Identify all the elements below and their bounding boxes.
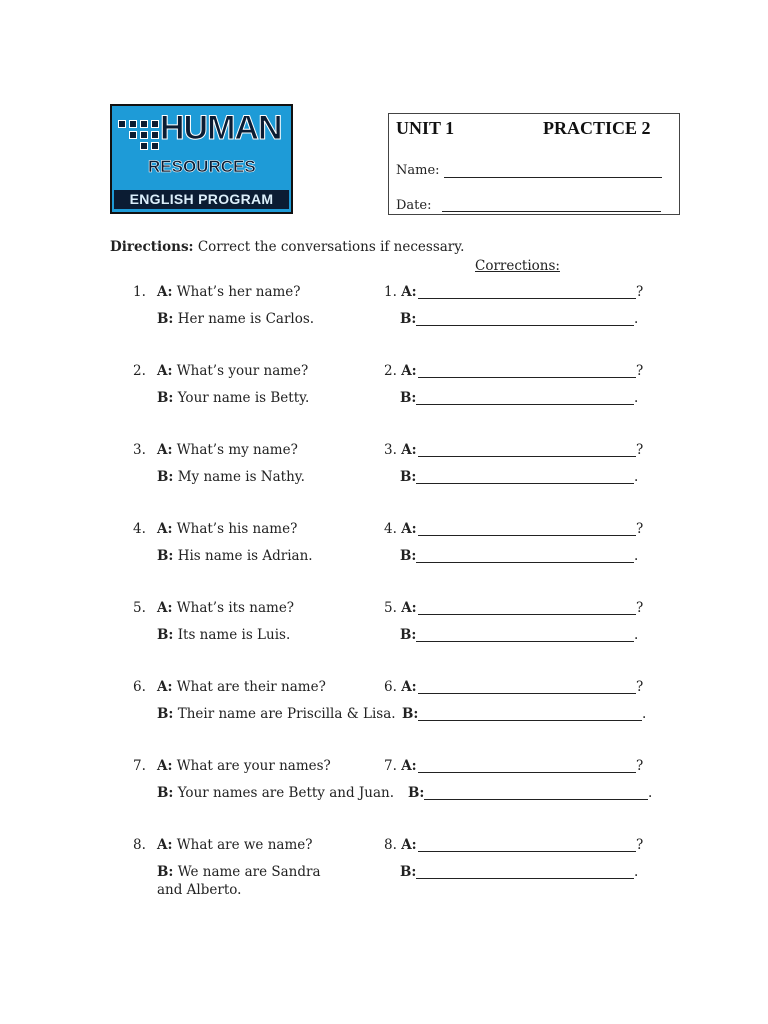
period-mark: . [634, 469, 639, 485]
answer-b [157, 390, 309, 406]
correction-b [400, 311, 416, 327]
correction-a [384, 442, 417, 458]
answer-b-text: My name is Nathy. [173, 469, 305, 485]
question-a-text: What are their name? [172, 679, 326, 695]
exercise-number: 3. [133, 442, 146, 458]
correction-a [384, 284, 417, 300]
speaker-a-label: A: [157, 284, 173, 300]
exercise-item [0, 600, 768, 660]
correction-b [400, 390, 416, 406]
period-mark: . [634, 548, 639, 564]
answer-b-text: Your names are Betty and Juan. [173, 785, 395, 801]
practice-title: PRACTICE 2 [543, 118, 651, 138]
correction-b-blank[interactable] [416, 641, 634, 642]
speaker-b-label: B: [157, 390, 174, 406]
exercise-number: 5. [133, 600, 146, 616]
logo-text-program: ENGLISH PROGRAM [114, 190, 289, 209]
question-a-text: What’s her name? [172, 284, 301, 300]
correction-a-blank[interactable] [418, 772, 636, 773]
correction-b-label: B: [402, 706, 419, 722]
question-a [157, 284, 301, 300]
speaker-b-label: B: [157, 548, 174, 564]
speaker-a-label: A: [157, 837, 173, 853]
question-a-text: What’s my name? [172, 442, 298, 458]
correction-b [400, 548, 416, 564]
logo-square-icon [140, 120, 148, 128]
correction-a-label: A: [401, 837, 417, 853]
question-a [157, 521, 297, 537]
correction-b-label: B: [400, 311, 417, 327]
logo-square-icon [151, 142, 159, 150]
directions [110, 239, 464, 255]
correction-a-blank[interactable] [418, 535, 636, 536]
unit-title: UNIT 1 [396, 118, 455, 138]
logo-square-icon [129, 131, 137, 139]
logo-square-icon [140, 142, 148, 150]
answer-b [157, 785, 394, 801]
exercise-item [0, 521, 768, 581]
exercise-item [0, 363, 768, 423]
correction-a-blank[interactable] [418, 614, 636, 615]
exercise-number: 4. [133, 521, 146, 537]
speaker-a-label: A: [157, 600, 173, 616]
correction-b-label: B: [400, 627, 417, 643]
answer-b [157, 864, 321, 880]
directions-label: Directions: [110, 239, 194, 255]
speaker-b-label: B: [157, 785, 174, 801]
question-a-text: What’s his name? [172, 521, 298, 537]
correction-b [400, 469, 416, 485]
speaker-b-label: B: [157, 864, 174, 880]
correction-b [400, 627, 416, 643]
correction-a-blank[interactable] [418, 456, 636, 457]
correction-a-label: A: [401, 600, 417, 616]
question-mark: ? [636, 284, 644, 300]
exercise-item [0, 284, 768, 344]
correction-b-blank[interactable] [424, 799, 648, 800]
correction-b-label: B: [400, 469, 417, 485]
exercise-item [0, 837, 768, 897]
answer-b [157, 548, 313, 564]
period-mark: . [642, 706, 647, 722]
correction-a [384, 521, 417, 537]
speaker-b-label: B: [157, 311, 174, 327]
period-mark: . [634, 390, 639, 406]
correction-number: 7. [384, 758, 397, 774]
exercise-number: 7. [133, 758, 146, 774]
correction-b-blank[interactable] [416, 562, 634, 563]
correction-number: 3. [384, 442, 397, 458]
question-mark: ? [636, 679, 644, 695]
answer-b [157, 469, 305, 485]
answer-b [157, 311, 314, 327]
name-label: Name: [396, 163, 440, 178]
speaker-a-label: A: [157, 758, 173, 774]
answer-b-text: We name are Sandra [173, 864, 321, 880]
question-a [157, 758, 331, 774]
question-mark: ? [636, 837, 644, 853]
question-a [157, 363, 308, 379]
logo-square-icon [118, 120, 126, 128]
correction-number: 2. [384, 363, 397, 379]
correction-b [402, 706, 418, 722]
correction-number: 4. [384, 521, 397, 537]
period-mark: . [634, 864, 639, 880]
speaker-a-label: A: [157, 521, 173, 537]
logo-square-icon [151, 120, 159, 128]
correction-a [384, 600, 417, 616]
question-a-text: What are we name? [172, 837, 313, 853]
question-mark: ? [636, 442, 644, 458]
question-a [157, 679, 326, 695]
correction-a-label: A: [401, 284, 417, 300]
correction-b-label: B: [408, 785, 425, 801]
question-a [157, 837, 313, 853]
exercise-number: 6. [133, 679, 146, 695]
period-mark: . [634, 627, 639, 643]
speaker-b-label: B: [157, 706, 174, 722]
corrections-heading: Corrections: [475, 258, 560, 274]
logo-text-resources: RESOURCES [148, 157, 256, 176]
question-mark: ? [636, 363, 644, 379]
correction-a [384, 679, 417, 695]
correction-number: 8. [384, 837, 397, 853]
correction-a [384, 837, 417, 853]
correction-a [384, 758, 417, 774]
speaker-a-label: A: [157, 679, 173, 695]
correction-b-label: B: [400, 548, 417, 564]
exercise-item [0, 758, 768, 818]
directions-text: Correct the conversations if necessary. [193, 239, 465, 255]
correction-a-label: A: [401, 679, 417, 695]
logo-square-icon [129, 120, 137, 128]
date-field[interactable] [442, 211, 661, 212]
correction-b-blank[interactable] [416, 878, 634, 879]
correction-a-label: A: [401, 363, 417, 379]
correction-number: 5. [384, 600, 397, 616]
correction-b-blank[interactable] [416, 483, 634, 484]
question-mark: ? [636, 521, 644, 537]
speaker-a-label: A: [157, 363, 173, 379]
correction-a-blank[interactable] [418, 693, 636, 694]
exercise-number: 2. [133, 363, 146, 379]
speaker-b-label: B: [157, 627, 174, 643]
correction-a-blank[interactable] [418, 377, 636, 378]
correction-b [408, 785, 424, 801]
speaker-a-label: A: [157, 442, 173, 458]
logo-square-icon [140, 131, 148, 139]
correction-b-label: B: [400, 390, 417, 406]
question-a-text: What are your names? [172, 758, 331, 774]
correction-a-label: A: [401, 521, 417, 537]
correction-b-blank[interactable] [416, 325, 634, 326]
correction-a-blank[interactable] [418, 298, 636, 299]
answer-b [157, 706, 396, 722]
correction-a-label: A: [401, 442, 417, 458]
exercise-item [0, 679, 768, 739]
answer-b-text: Its name is Luis. [173, 627, 291, 643]
answer-b-text: Their name are Priscilla & Lisa. [173, 706, 396, 722]
logo-text-human: HUMAN [160, 109, 282, 147]
answer-b-text: Your name is Betty. [173, 390, 310, 406]
worksheet-header-box [388, 113, 680, 215]
human-resources-logo [110, 104, 293, 214]
correction-b-blank[interactable] [418, 720, 642, 721]
exercise-number: 8. [133, 837, 146, 853]
question-a [157, 442, 298, 458]
exercise-number: 1. [133, 284, 146, 300]
period-mark: . [634, 311, 639, 327]
exercise-item [0, 442, 768, 502]
question-a-text: What’s its name? [172, 600, 295, 616]
speaker-b-label: B: [157, 469, 174, 485]
answer-b-continued: and Alberto. [157, 882, 242, 898]
date-label: Date: [396, 198, 432, 213]
name-field[interactable] [444, 177, 662, 178]
question-a [157, 600, 294, 616]
logo-square-icon [151, 131, 159, 139]
correction-a [384, 363, 417, 379]
correction-number: 1. [384, 284, 397, 300]
correction-b [400, 864, 416, 880]
answer-b-text: His name is Adrian. [173, 548, 313, 564]
correction-b-label: B: [400, 864, 417, 880]
correction-a-label: A: [401, 758, 417, 774]
answer-b [157, 627, 290, 643]
period-mark: . [648, 785, 653, 801]
question-mark: ? [636, 758, 644, 774]
answer-b-text: Her name is Carlos. [173, 311, 315, 327]
correction-b-blank[interactable] [416, 404, 634, 405]
correction-a-blank[interactable] [418, 851, 636, 852]
question-a-text: What’s your name? [172, 363, 309, 379]
correction-number: 6. [384, 679, 397, 695]
question-mark: ? [636, 600, 644, 616]
